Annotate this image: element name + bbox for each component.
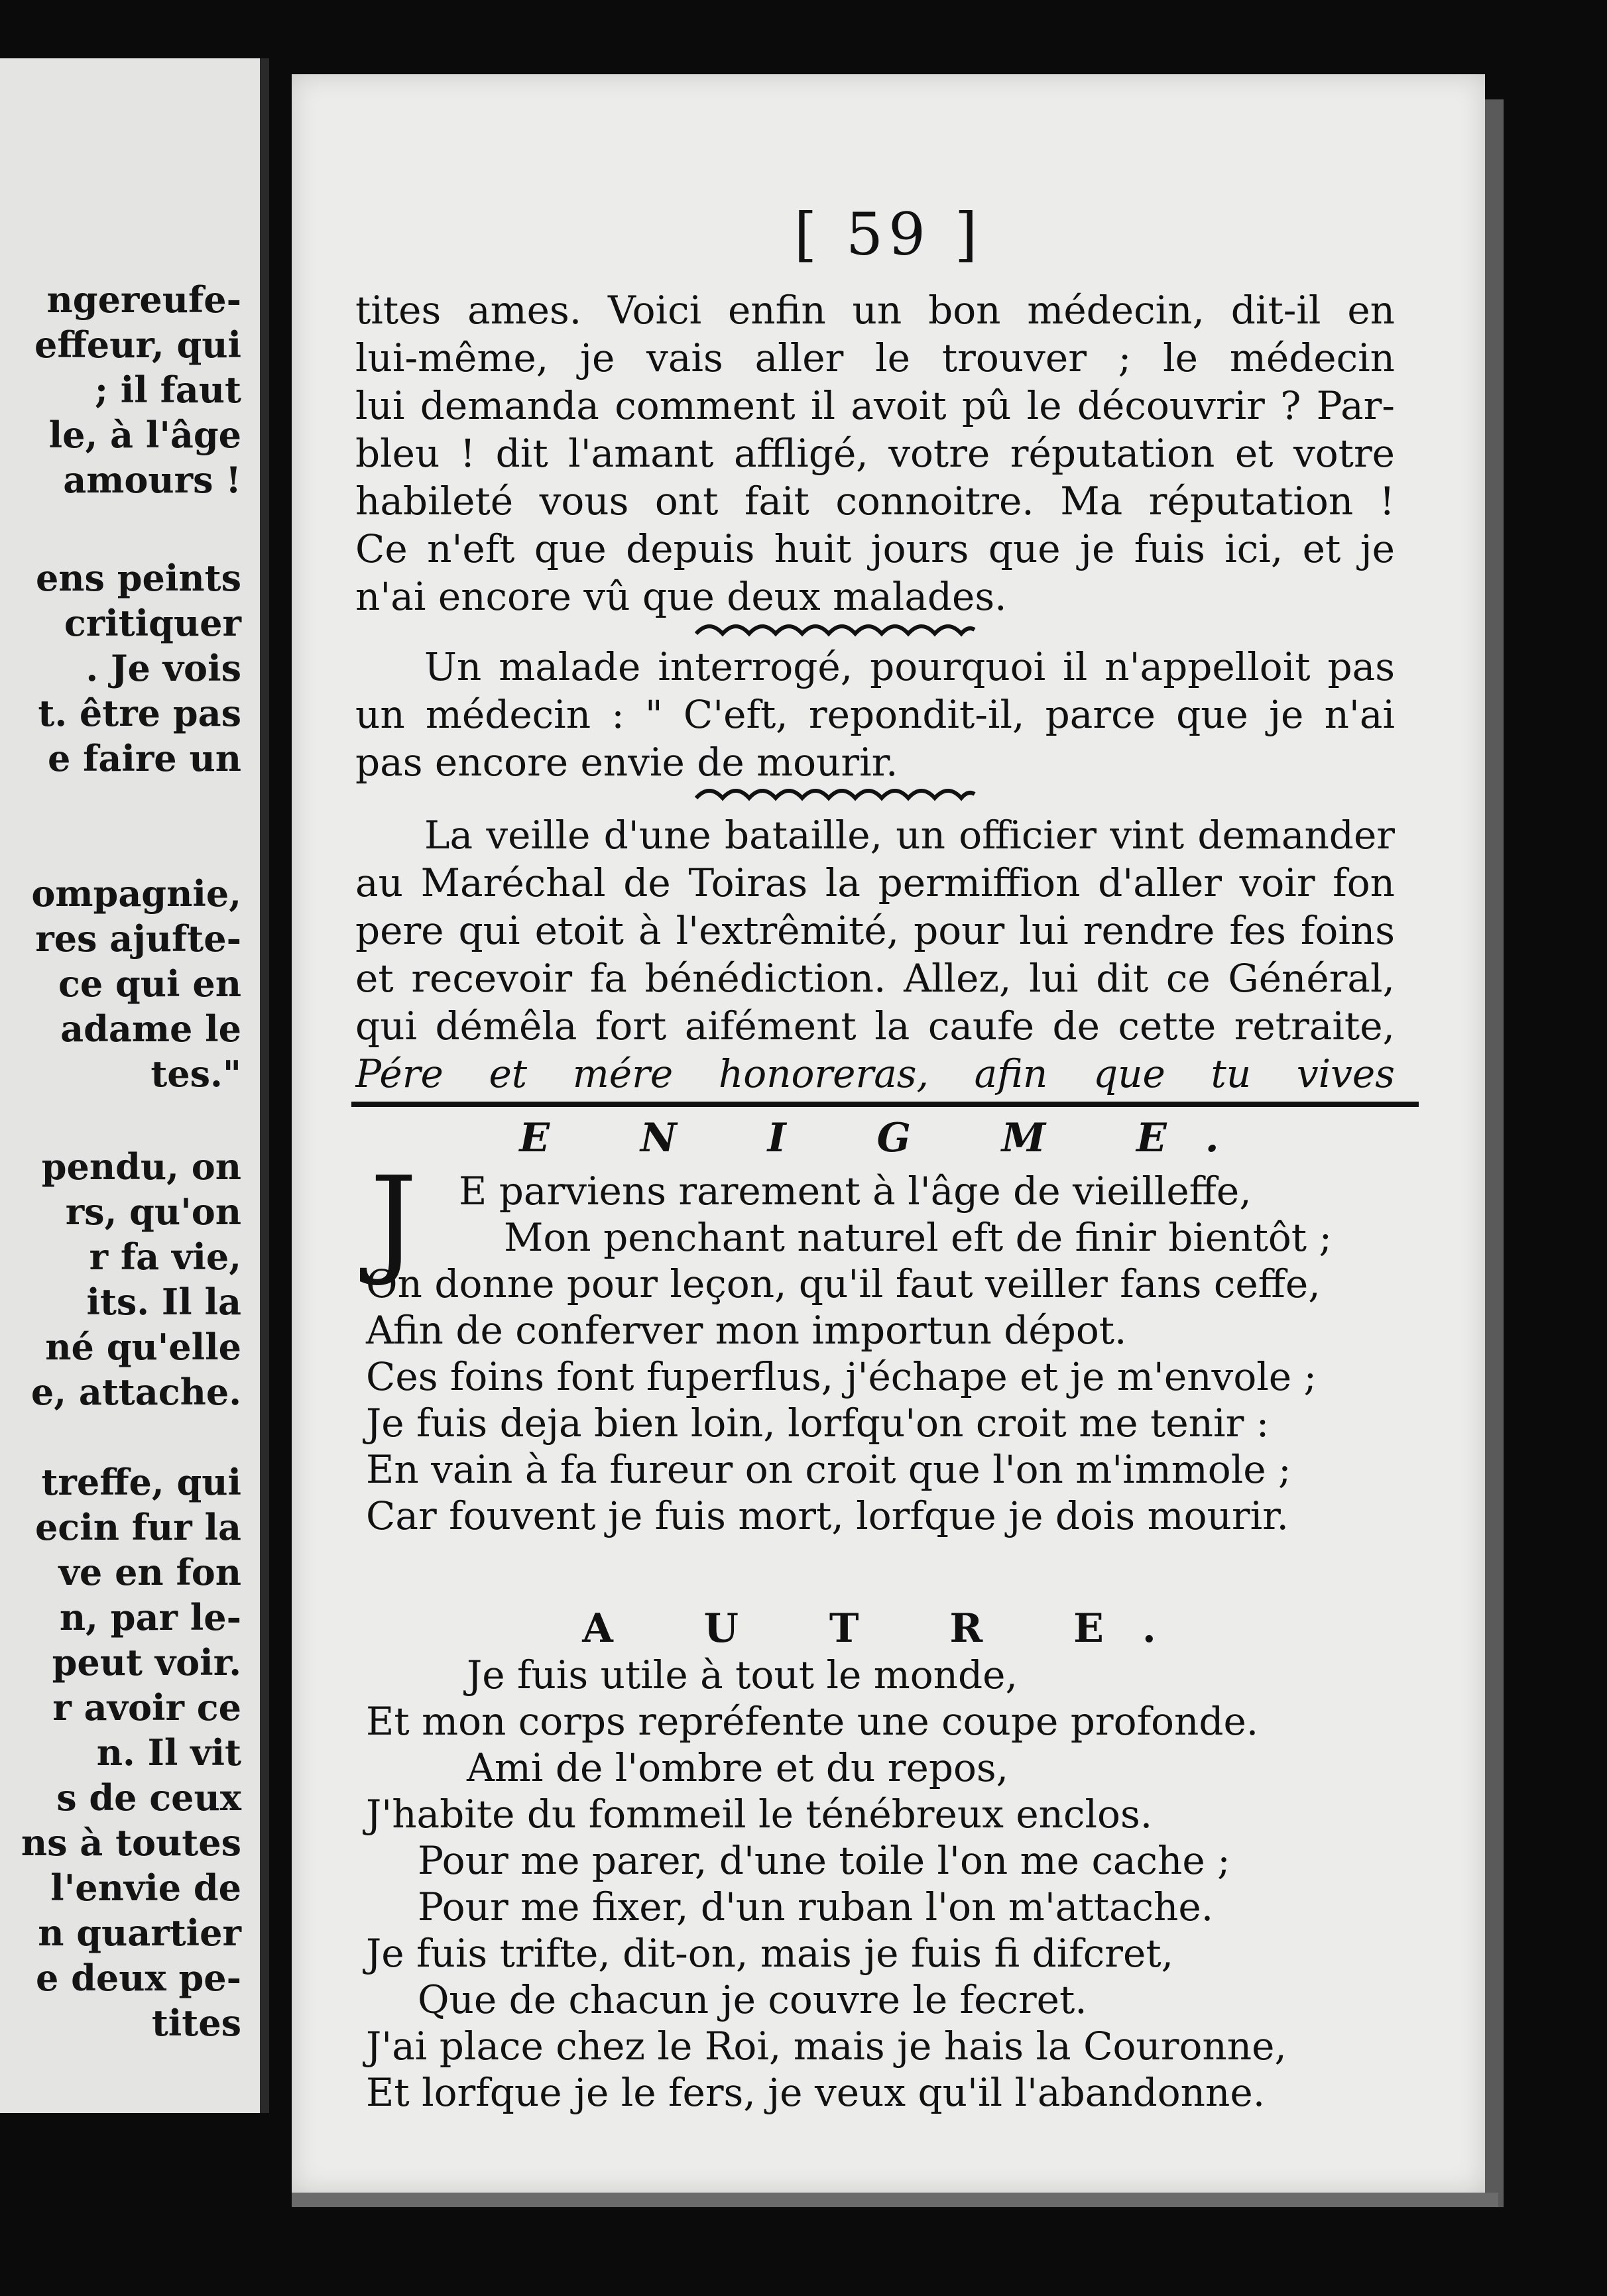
ornament-divider [689, 619, 981, 639]
text-line: Ce n'eft que depuis huit jours que je fuis ici, et je [355, 526, 1395, 571]
left-page-line: ce qui en [58, 962, 241, 1005]
text-line: au Maréchal de Toiras la permiffion d'aller voir fon [355, 860, 1395, 905]
page-bottom-edge [292, 2193, 1498, 2207]
left-page-line: tites [151, 2002, 241, 2044]
text-line: La veille d'une bataille, un officier vint demander [424, 813, 1395, 858]
verse-line: J'ai place chez le Roi, mais je hais la Couronne, [366, 2024, 1287, 2069]
verse-line: Que de chacun je couvre le fecret. [418, 1977, 1087, 2022]
verse-line: En vain à fa fureur on croit que l'on m'immole ; [366, 1447, 1291, 1492]
left-page-line: t. être pas [38, 692, 241, 734]
left-page-line: n quartier [38, 1912, 241, 1954]
page-edge [1485, 99, 1504, 2207]
italic-maxim: Pére et mére honoreras, afin que tu vives [355, 1051, 1395, 1096]
left-page-line: n, par le- [59, 1596, 241, 1638]
verse-line: Ami de l'ombre et du repos, [467, 1745, 1009, 1790]
text-line: Un malade interrogé, pourquoi il n'appelloit pas [424, 644, 1395, 689]
verse-line: Afin de conferver mon importun dépot. [366, 1308, 1127, 1353]
left-page-line: its. Il la [86, 1281, 241, 1323]
text-line: un médecin : " C'eft, repondit-il, parce que je n'ai [355, 692, 1395, 737]
left-page-line: né qu'elle [45, 1326, 241, 1368]
left-page-line: e faire un [47, 737, 241, 779]
left-page-line: ; il faut [95, 369, 241, 411]
left-page-line: tes." [150, 1053, 241, 1095]
left-page-line: ngereufe- [46, 278, 241, 321]
page-number: [ 59 ] [794, 200, 983, 268]
verse-line: Mon penchant naturel eft de finir bientôt ; [504, 1215, 1333, 1260]
left-page-line: res ajufte- [35, 917, 241, 960]
text-line: qui démêla fort aifément la caufe de cette retraite, [355, 1004, 1395, 1049]
verse-line: On donne pour leçon, qu'il faut veiller fans ceffe, [366, 1261, 1321, 1306]
verse-line: Je fuis utile à tout le monde, [467, 1652, 1018, 1697]
left-page-line: e, attache. [30, 1371, 241, 1413]
left-page-line: s de ceux [56, 1776, 241, 1819]
text-line: habileté vous ont fait connoitre. Ma réputation ! [355, 479, 1395, 524]
text-line: lui demanda comment il avoit pû le découvrir ? Par- [355, 383, 1395, 428]
left-page-line: effeur, qui [34, 323, 241, 366]
book-page [292, 74, 1485, 2193]
left-page-line: n. Il vit [96, 1731, 241, 1774]
text-line: et recevoir fa bénédiction. Allez, lui dit ce Général, [355, 956, 1395, 1001]
verse-line: Je fuis deja bien loin, lorfqu'on croit me tenir : [366, 1401, 1270, 1446]
text-line: n'ai encore vû que deux malades. [355, 574, 1007, 619]
verse-line: Ces foins font fuperflus, j'échape et je m'envole ; [366, 1354, 1317, 1399]
verse-line: Car fouvent je fuis mort, lorfque je dois mourir. [366, 1493, 1289, 1538]
left-page-line: amours ! [63, 459, 241, 501]
left-page-line: critiquer [64, 602, 241, 644]
verse-line: Je fuis trifte, dit-on, mais je fuis fi difcret, [366, 1931, 1174, 1976]
left-page-line: r fa vie, [89, 1235, 241, 1278]
text-line: bleu ! dit l'amant affligé, votre réputation et votre [355, 431, 1395, 476]
left-page-line: peut voir. [52, 1641, 241, 1684]
left-page-line: adame le [60, 1007, 241, 1050]
text-line: lui-même, je vais aller le trouver ; le médecin [355, 335, 1395, 380]
left-page-line: le, à l'âge [48, 414, 241, 456]
section-rule [351, 1102, 1419, 1107]
left-page-line: ompagnie, [31, 872, 241, 915]
verse-line: Pour me parer, d'une toile l'on me cache ; [418, 1838, 1230, 1883]
left-page-line: ns à toutes [21, 1821, 241, 1864]
text-line: pas encore envie de mourir. [355, 740, 898, 785]
ornament-divider [689, 783, 981, 803]
verse-line: J'habite du fommeil le ténébreux enclos. [366, 1792, 1153, 1837]
left-page-line: rs, qu'on [65, 1190, 241, 1233]
text-line: pere qui etoit à l'extrêmité, pour lui rendre fes foins [355, 908, 1395, 953]
left-page-line: ens peints [35, 557, 241, 599]
autre-heading: A U T R E. [582, 1605, 1195, 1652]
drop-cap: J [370, 1151, 418, 1289]
verse-line: E parviens rarement à l'âge de vieilleffe, [459, 1169, 1252, 1214]
text-line: tites ames. Voici enfin un bon médecin, dit-il en [355, 288, 1395, 333]
left-page-fragment [0, 58, 269, 2113]
left-page-line: pendu, on [41, 1145, 241, 1188]
verse-line: Et mon corps repréfente une coupe profonde. [366, 1699, 1259, 1744]
left-page-line: ecin fur la [34, 1506, 241, 1548]
verse-line: Et lorfque je le fers, je veux qu'il l'abandonne. [366, 2070, 1266, 2115]
left-page-line: l'envie de [50, 1866, 241, 1909]
left-page-line: treffe, qui [41, 1461, 241, 1503]
left-page-line: . Je vois [86, 647, 241, 689]
left-page-line: e deux pe- [35, 1957, 241, 1999]
left-page-line: r avoir ce [52, 1686, 241, 1729]
left-page-line: ve en fon [58, 1551, 241, 1593]
verse-line: Pour me fixer, d'un ruban l'on m'attache. [418, 1884, 1214, 1929]
enigme-heading: E N I G M E. [519, 1115, 1258, 1161]
